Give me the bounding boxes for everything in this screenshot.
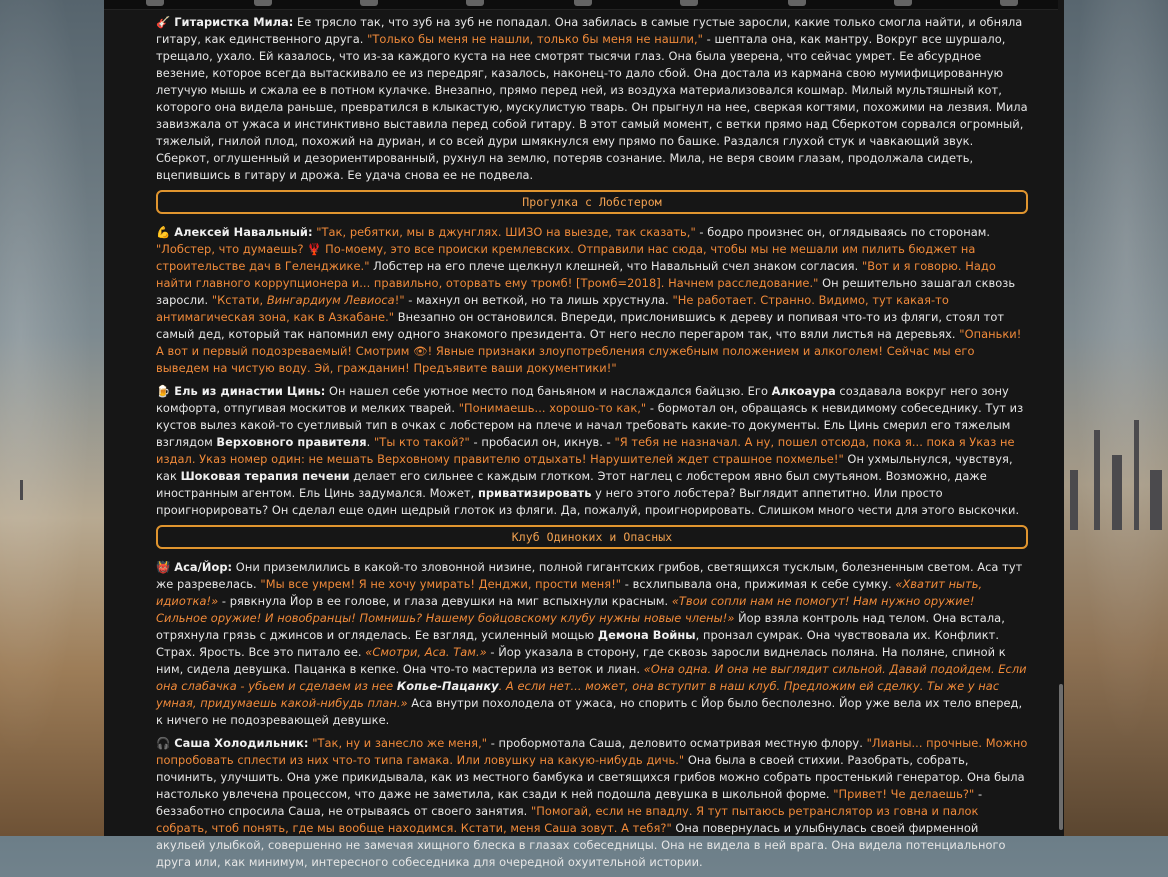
quote-italic: Вингардиум Левиоса <box>266 293 395 307</box>
narration: Они приземлились в какой-то зловонной низине, полной гигантских грибов, светящихся тусклым, болезненным светом. Аса тут же разревелась. <box>156 560 1023 591</box>
quote: "Понимаешь... хорошо-то как," <box>458 401 647 415</box>
quote: "Не работает. Странно. Видимо, тут какая-то антимагическая зона, как в Азкабане." <box>156 293 949 324</box>
quote: "Так, ну и занесло же меня," <box>308 736 488 750</box>
quote: "Лианы... прочные. Можно попробовать сплести из них что-то типа гамака. Или ловушку на какую-нибудь дичь." <box>156 736 1028 767</box>
landscape-spire <box>20 480 23 500</box>
quote: "Так, ребятки, мы в джунглях. ШИЗО на выезде, так сказать," <box>312 225 696 239</box>
narration: - махнул он веткой, но та лишь хрустнула. <box>404 293 673 307</box>
landscape-spire <box>1094 430 1100 530</box>
circle-icon[interactable] <box>894 0 912 6</box>
paragraph-cin <box>156 383 1028 519</box>
narration: Йор взяла контроль над телом. Она встала, отряхнула грязь с джинсов и огляделась. Ее взгляд, усиленный мощью <box>156 611 1005 642</box>
narration: Внезапно он остановился. Впереди, прислонившись к дереву и попивая что-то из фляги, стоял тот самый дед, который так напомнил ему одного знакомого президента. От него несло перегаром так, что вяли листья на деревьях. <box>156 310 1005 341</box>
cube-icon[interactable] <box>788 0 806 6</box>
scrollbar[interactable] <box>1058 0 1064 836</box>
pin-icon[interactable] <box>254 0 272 6</box>
scrollbar-thumb[interactable] <box>1059 684 1063 830</box>
narration: Аса внутри похолодела от ужаса, но спорить с Йор было бесполезно. Йор уже вела их тело вперед, к ничего не подозревающей девушке. <box>156 696 1023 727</box>
paragraph-sasha <box>156 735 1028 871</box>
quote: "Опаньки! А вот и первый подозреваемый! Смотрим 👁! Явные признаки злоупотребления служебным положением и алкоголем! Сейчас мы его выведем на чистую воду. Эй, гражданин! Предъявите ваши документики!" <box>156 327 1022 375</box>
narration: , пронзал сумрак. Она чувствовала их. Конфликт. Страх. Ярость. Все это питало ее. <box>156 628 1000 659</box>
narration: Он ухмыльнулся, чувствуя, как <box>156 452 1013 483</box>
quote: "Кстати, <box>211 293 267 307</box>
quote-italic: «Она одна. И она не выглядит сильной. Давай подойдем. Если она слабачка - убьем и сделаем из нее <box>156 662 1027 693</box>
landscape-spire <box>1070 470 1078 530</box>
quote: "Я тебя не назначал. А ну, пошел отсюда, пока я... пока я Указ не издал. Указ номер один: не мешать Верховному правителю отдыхать! Нарушителей ждет страшное похмелье!" <box>156 435 1015 466</box>
paragraph-navalny <box>156 224 1028 377</box>
narration: Он нашел себе уютное место под баньяном и наслаждался байцзю. Его <box>325 384 772 398</box>
quote-italic: «Хватит ныть, идиотка!» <box>156 577 983 608</box>
narration: - бормотал он, обращаясь к невидимому собеседнику. Тут из кустов вылез какой-то суетливый тип в очках с лобстером на плече и начал требовать какие-то документы. Ель Цинь смерил его тяжелым взглядом <box>156 401 1024 449</box>
landscape-spire <box>1112 455 1122 530</box>
narration: - рявкнула Йор в ее голове, и глаза девушки на миг вспыхнули красным. <box>218 594 672 608</box>
bold-term: Алкоаура <box>771 384 836 398</box>
quote: !" <box>394 293 405 307</box>
bold-term: приватизировать <box>477 486 592 500</box>
top-toolbar <box>104 0 1064 10</box>
narration: делает его сильнее с каждым глотком. Этот наглец с лобстером явно был смутьяном. Возможно, даже иностранным агентом. Ель Цинь задумался. Может, <box>156 469 987 500</box>
narration: - Йор указала в сторону, где сквозь заросли виднелась поляна. На поляне, спиной к ним, сидела девушка. Пацанка в кепке. Она что-то мастерила из веток и лиан. <box>156 645 1006 676</box>
narration: Она была в своей стихии. Разобрать, собрать, починить, улучшить. Она уже прикидывала, как из местного бамбука и светящихся грибов можно собрать простенький генератор. Она была настолько увлечена процессом, что даже не заметила, как сзади к ней подошла девушка в школьной форме. <box>156 753 1025 801</box>
narration: - всхлипывала она, прижимая к себе сумку. <box>621 577 896 591</box>
quote: "Только бы меня не нашли, только бы меня не нашли," <box>367 32 703 46</box>
quote: "Лобстер, что думаешь? 🦞 По-моему, это все происки кремлевских. Отправили нас сюда, чтобы мы не мешали им пилить бюджет на строительстве дач в Геленджике." <box>156 242 976 273</box>
chat-panel <box>104 0 1064 869</box>
settings-icon[interactable] <box>574 0 592 6</box>
quote-italic: «Твои сопли нам не помогут! Нам нужно оружие! Сильное оружие! И новобранцы! Помнишь? Нашему бойцовскому клубу нужны новые члены!» <box>156 594 975 625</box>
narration: создавала вокруг него зону комфорта, отпугивая москитов и мелких тварей. <box>156 384 1009 415</box>
quote: "Вот и я говорю. Надо найти главного коррупционера и... правильно, оторвать ему тромб! [Тромб=2018]. Начнем расследование." <box>156 259 996 290</box>
background-right <box>1064 0 1168 836</box>
chat-icon[interactable] <box>1000 0 1018 6</box>
narration: - беззаботно спросила Саша, не отрываясь от своего занятия. <box>156 787 983 818</box>
narration: Ее трясло так, что зуб на зуб не попадал. Она забилась в самые густые заросли, какие только смогла найти, и обняла гитару, как единственного друга. <box>156 15 1023 46</box>
quote: "Помогай, если не впадлу. Я тут пытаюсь ретранслятор из говна и палок собрать, чтоб понять, где мы вообще находимся. Кстати, меня Саша зовут. А тебя?" <box>156 804 979 835</box>
narration: - пробормотала Саша, деловито осматривая местную флору. <box>487 736 867 750</box>
quote: "Ты кто такой?" <box>374 435 470 449</box>
section-header: Клуб Одиноких и Опасных <box>156 525 1028 549</box>
window-icon[interactable] <box>680 0 698 6</box>
quote-italic: «Смотри, Аса. Там.» <box>365 645 487 659</box>
narration: - бодро произнес он, оглядываясь по сторонам. <box>695 225 991 239</box>
narration: Он решительно зашагал сквозь заросли. <box>156 276 1016 307</box>
bold-term: Демона Войны <box>597 628 696 642</box>
paragraph-mila <box>156 14 1028 184</box>
section-header: Прогулка с Лобстером <box>156 190 1028 214</box>
speaker-name: 🎸 Гитаристка Мила: <box>156 15 294 29</box>
narration: . <box>366 435 375 449</box>
bold-term: Верховного правителя <box>216 435 367 449</box>
landscape-spire <box>1150 470 1162 530</box>
speaker-name: 🎧 Саша Холодильник: <box>156 736 309 750</box>
speaker-name: 👹 Аса/Йор: <box>156 560 233 574</box>
quote: "Привет! Че делаешь?" <box>833 787 975 801</box>
landscape-spire <box>1134 420 1139 530</box>
narration: у него этого лобстера? Выглядит аппетитно. Или просто проигнорировать? Он сделал еще один щедрый глоток из фляги. Да, пожалуй, проигнорировать. Слишком много чести для этого выскочки. <box>156 486 1020 517</box>
paragraph-asa <box>156 559 1028 729</box>
message-content <box>156 14 1028 877</box>
narration: Лобстер на его плече щелкнул клешней, что Навальный счел знаком согласия. <box>369 259 862 273</box>
narration: Она повернулась и улыбнулась своей фирменной акульей улыбкой, совершенно не замечая хищного блеска в глазах собеседницы. Она не видела в ней врага. Она видела потенциального друга или, как минимум, интересного собеседника для очередной охуительной истории. <box>156 821 1006 869</box>
speaker-name: 💪 Алексей Навальный: <box>156 225 313 239</box>
speaker-name: 🍺 Ель из династии Цинь: <box>156 384 326 398</box>
menu-icon[interactable] <box>146 0 164 6</box>
quote: "Мы все умрем! Я не хочу умирать! Денджи, прости меня!" <box>260 577 622 591</box>
bold-term: Шоковая терапия печени <box>180 469 350 483</box>
quote-italic-bold: Копье-Пацанку <box>396 679 499 693</box>
narration: - шептала она, как мантру. Вокруг все шуршало, трещало, ухало. Ей казалось, что из-за каждого куста на нее смотрят тысячи глаз. Она была уверена, что сейчас умрет. Ее абсурдное везение, которое всегда вытаскивало ее из передряг, казалось, наконец-то дало сбой. Она достала из кармана свою мумифицированную летучую мышь и сжала ее в потном кулачке. Внезапно, прямо перед ней, из воздуха материализовался кошмар. Милый мультяшный кот, которого она видела раньше, превратился в клыкастую, мускулистую тварь. Он прыгнул на нее, сверкая когтями, похожими на лезвия. Мила завизжала от ужаса и инстинктивно выставила перед собой гитару. В этот самый момент, с ветки прямо над Сберкотом сорвался огромный, тяжелый, гнилой плод, похожий на дуриан, и со всей дури шмякнулся ему прямо по башке. Раздался глухой стук и чавкающий звук. Сберкот, оглушенный и дезориентированный, рухнул на землю, потеряв сознание. Мила, не веря своим глазам, продолжала сидеть, вцепившись в гитару и дрожа. Ее удача снова ее не подвела. <box>156 32 1028 182</box>
save-icon[interactable] <box>466 0 484 6</box>
network-icon[interactable] <box>360 0 378 6</box>
narration: - пробасил он, икнув. - <box>469 435 615 449</box>
quote-italic: . А если нет... может, она вступит в наш клуб. Предложим ей сделку. Ты же у нас умная, придумаешь какой-нибудь план.» <box>156 679 1000 710</box>
background-left <box>0 0 104 836</box>
